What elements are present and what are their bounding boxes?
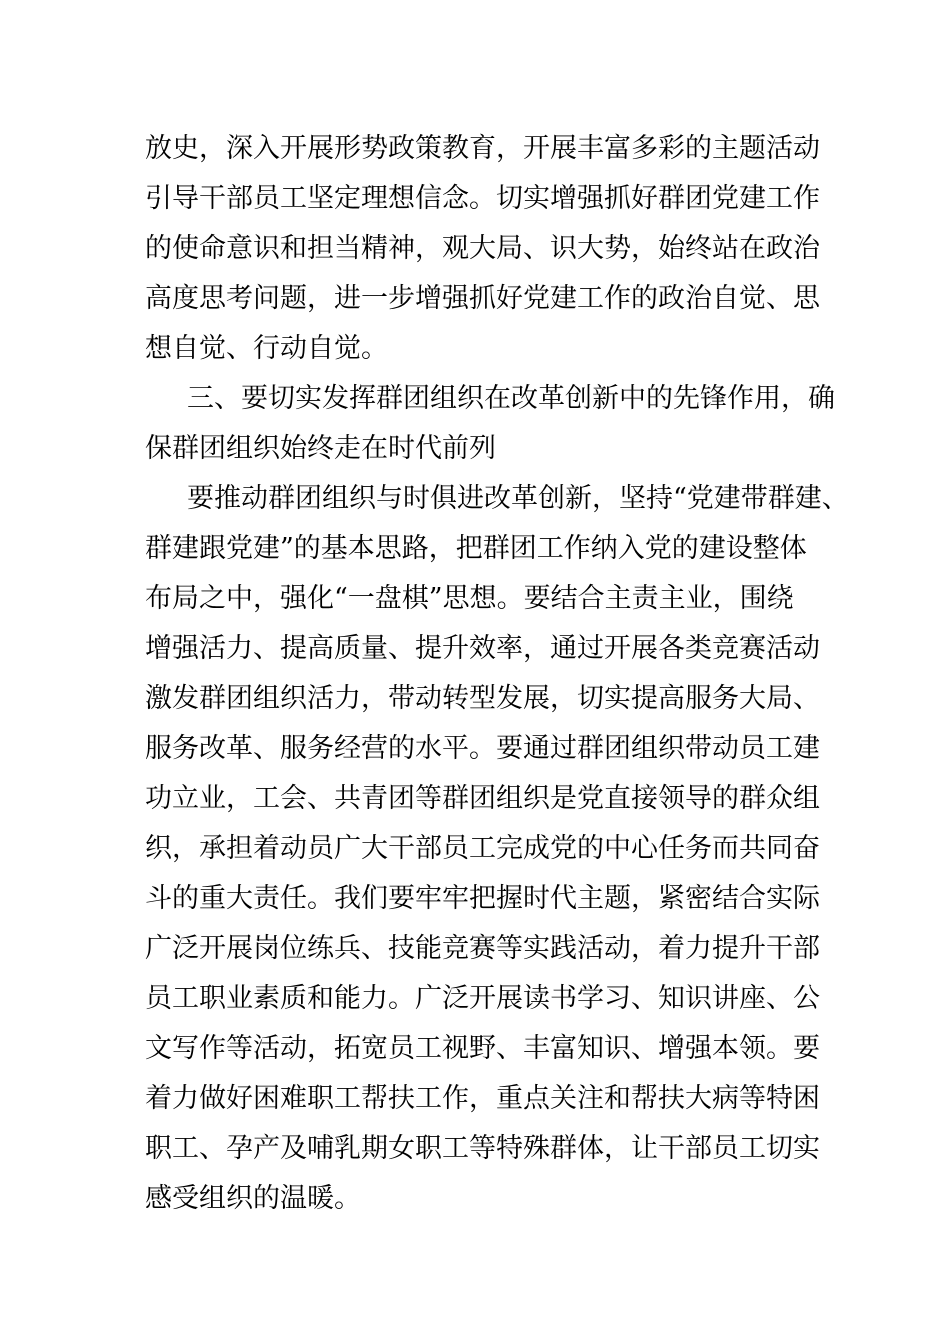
text-line: 要推动群团组织与时俱进改革创新，坚持“党建带群建、 (187, 483, 849, 514)
text-line: 文写作等活动，拓宽员工视野、丰富知识、增强本领。要 (145, 1033, 820, 1064)
text-line: 斗的重大责任。我们要牢牢把握时代主题，紧密结合实际 (145, 883, 820, 914)
text-line: 员工职业素质和能力。广泛开展读书学习、知识讲座、公 (145, 983, 820, 1014)
section-heading-line: 三、要切实发挥群团组织在改革创新中的先锋作用，确 (187, 383, 835, 414)
section-heading-line: 保群团组织始终走在时代前列 (145, 433, 496, 464)
text-line: 放史，深入开展形势政策教育，开展丰富多彩的主题活动 (145, 133, 820, 164)
text-line: 增强活力、提高质量、提升效率，通过开展各类竞赛活动 (145, 633, 820, 664)
text-line: 布局之中，强化“一盘棋”思想。要结合主责主业，围绕 (145, 583, 794, 614)
text-line: 想自觉、行动自觉。 (145, 333, 388, 364)
text-line: 的使命意识和担当精神，观大局、识大势，始终站在政治 (145, 233, 820, 264)
document-body (145, 124, 849, 1224)
text-line: 群建跟党建”的基本思路，把群团工作纳入党的建设整体 (145, 533, 807, 564)
text-line: 织，承担着动员广大干部员工完成党的中心任务而共同奋 (145, 833, 820, 864)
text-line: 职工、孕产及哺乳期女职工等特殊群体，让干部员工切实 (145, 1133, 820, 1164)
text-line: 功立业，工会、共青团等群团组织是党直接领导的群众组 (145, 783, 820, 814)
text-line: 服务改革、服务经营的水平。要通过群团组织带动员工建 (145, 733, 820, 764)
text-line: 广泛开展岗位练兵、技能竞赛等实践活动，着力提升干部 (145, 933, 820, 964)
text-line: 感受组织的温暖。 (145, 1183, 361, 1214)
text-line: 引导干部员工坚定理想信念。切实增强抓好群团党建工作 (145, 183, 820, 214)
text-line: 激发群团组织活力，带动转型发展，切实提高服务大局、 (145, 683, 820, 714)
text-line: 着力做好困难职工帮扶工作，重点关注和帮扶大病等特困 (145, 1083, 820, 1114)
text-line: 高度思考问题，进一步增强抓好党建工作的政治自觉、思 (145, 283, 820, 314)
